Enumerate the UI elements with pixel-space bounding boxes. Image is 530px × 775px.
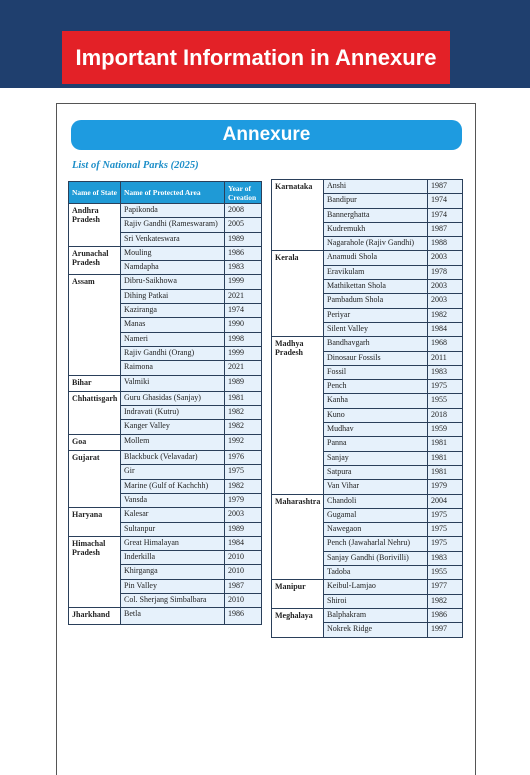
park-name-cell: Col. Sherjang Simbalbara <box>121 594 225 608</box>
table-row <box>69 375 262 391</box>
year-cell: 1975 <box>225 465 262 479</box>
year-cell: 2011 <box>428 351 463 365</box>
state-cell: Gujarat <box>69 451 121 508</box>
year-cell: 2010 <box>225 551 262 565</box>
year-cell: 1999 <box>225 346 262 360</box>
park-name-cell: Bandipur <box>324 194 428 208</box>
park-name-cell: Sultanpur <box>121 522 225 536</box>
page-title: Important Information in Annexure <box>62 31 450 84</box>
park-name-cell: Tadoba <box>324 566 428 580</box>
year-cell: 1982 <box>225 420 262 434</box>
park-name-cell: Indravati (Kutru) <box>121 406 225 420</box>
park-name-cell: Mathikettan Shola <box>324 280 428 294</box>
table-row <box>272 337 463 351</box>
year-cell: 1975 <box>428 380 463 394</box>
table-row <box>69 275 262 289</box>
year-cell: 1975 <box>428 537 463 551</box>
year-cell: 1981 <box>428 437 463 451</box>
year-cell: 1983 <box>225 261 262 275</box>
state-cell: Himachal Pradesh <box>69 536 121 607</box>
table-row <box>272 180 463 194</box>
table-row <box>69 434 262 450</box>
park-name-cell: Bannerghatta <box>324 208 428 222</box>
year-cell: 2018 <box>428 408 463 422</box>
park-name-cell: Pench <box>324 380 428 394</box>
year-cell: 2003 <box>428 294 463 308</box>
year-cell: 1984 <box>225 536 262 550</box>
year-cell: 2004 <box>428 494 463 508</box>
national-parks-table-right <box>271 179 463 638</box>
year-cell: 2003 <box>225 508 262 522</box>
year-cell: 2003 <box>428 280 463 294</box>
year-cell: 2005 <box>225 218 262 232</box>
park-name-cell: Nagarahole (Rajiv Gandhi) <box>324 237 428 251</box>
table-header-row <box>69 182 262 204</box>
table-row <box>272 580 463 594</box>
year-cell: 1986 <box>225 246 262 260</box>
header-area: Name of Protected Area <box>121 182 225 204</box>
table-row <box>69 451 262 465</box>
park-name-cell: Silent Valley <box>324 322 428 336</box>
state-cell: Arunachal Pradesh <box>69 246 121 275</box>
year-cell: 1974 <box>428 194 463 208</box>
park-name-cell: Panna <box>324 437 428 451</box>
state-cell: Goa <box>69 434 121 450</box>
year-cell: 1989 <box>225 375 262 391</box>
park-name-cell: Anamudi Shola <box>324 251 428 265</box>
park-name-cell: Kalesar <box>121 508 225 522</box>
park-name-cell: Mudhav <box>324 423 428 437</box>
year-cell: 1975 <box>428 523 463 537</box>
state-cell: Assam <box>69 275 121 375</box>
year-cell: 1990 <box>225 318 262 332</box>
year-cell: 1983 <box>428 551 463 565</box>
park-name-cell: Vansda <box>121 493 225 507</box>
state-cell: Kerala <box>272 251 324 337</box>
year-cell: 1974 <box>225 304 262 318</box>
year-cell: 1982 <box>225 406 262 420</box>
park-name-cell: Guru Ghasidas (Sanjay) <box>121 391 225 405</box>
year-cell: 2003 <box>428 251 463 265</box>
park-name-cell: Nokrek Ridge <box>324 623 428 637</box>
park-name-cell: Kuno <box>324 408 428 422</box>
section-title: Annexure <box>71 120 462 150</box>
park-name-cell: Great Himalayan <box>121 536 225 550</box>
state-cell: Haryana <box>69 508 121 537</box>
park-name-cell: Nawegaon <box>324 523 428 537</box>
year-cell: 1987 <box>428 222 463 236</box>
header-year: Year of Creation <box>225 182 262 204</box>
year-cell: 1959 <box>428 423 463 437</box>
header-state: Name of State <box>69 182 121 204</box>
state-cell: Chhattisgarh <box>69 391 121 434</box>
park-name-cell: Dinosaur Fossils <box>324 351 428 365</box>
year-cell: 1974 <box>428 208 463 222</box>
park-name-cell: Dibru-Saikhowa <box>121 275 225 289</box>
year-cell: 1955 <box>428 566 463 580</box>
park-name-cell: Sanjay Gandhi (Borivilli) <box>324 551 428 565</box>
park-name-cell: Keibul-Lamjao <box>324 580 428 594</box>
year-cell: 1998 <box>225 332 262 346</box>
park-name-cell: Papikonda <box>121 204 225 218</box>
table-row <box>69 536 262 550</box>
park-name-cell: Blackbuck (Velavadar) <box>121 451 225 465</box>
state-cell: Andhra Pradesh <box>69 204 121 247</box>
park-name-cell: Balphakram <box>324 608 428 622</box>
park-name-cell: Bandhavgarh <box>324 337 428 351</box>
year-cell: 1987 <box>225 579 262 593</box>
year-cell: 1978 <box>428 265 463 279</box>
park-name-cell: Rajiv Gandhi (Rameswaram) <box>121 218 225 232</box>
year-cell: 1981 <box>428 451 463 465</box>
park-name-cell: Fossil <box>324 365 428 379</box>
state-cell: Karnataka <box>272 180 324 251</box>
state-cell: Manipur <box>272 580 324 609</box>
park-name-cell: Manas <box>121 318 225 332</box>
park-name-cell: Shiroi <box>324 594 428 608</box>
year-cell: 1981 <box>428 465 463 479</box>
park-name-cell: Raimona <box>121 361 225 375</box>
year-cell: 1982 <box>428 308 463 322</box>
park-name-cell: Nameri <box>121 332 225 346</box>
year-cell: 1968 <box>428 337 463 351</box>
state-cell: Jharkhand <box>69 608 121 624</box>
year-cell: 1977 <box>428 580 463 594</box>
year-cell: 1987 <box>428 180 463 194</box>
year-cell: 1955 <box>428 394 463 408</box>
park-name-cell: Kudremukh <box>324 222 428 236</box>
park-name-cell: Kaziranga <box>121 304 225 318</box>
year-cell: 2008 <box>225 204 262 218</box>
park-name-cell: Sri Venkateswara <box>121 232 225 246</box>
year-cell: 1986 <box>225 608 262 624</box>
state-cell: Meghalaya <box>272 608 324 637</box>
year-cell: 2021 <box>225 361 262 375</box>
year-cell: 1992 <box>225 434 262 450</box>
park-name-cell: Marine (Gulf of Kachchh) <box>121 479 225 493</box>
park-name-cell: Mouling <box>121 246 225 260</box>
year-cell: 1979 <box>225 493 262 507</box>
park-name-cell: Betla <box>121 608 225 624</box>
table-row <box>272 494 463 508</box>
state-cell: Maharashtra <box>272 494 324 580</box>
park-name-cell: Kanger Valley <box>121 420 225 434</box>
year-cell: 1979 <box>428 480 463 494</box>
park-name-cell: Mollem <box>121 434 225 450</box>
park-name-cell: Kanha <box>324 394 428 408</box>
park-name-cell: Eravikulam <box>324 265 428 279</box>
park-name-cell: Pin Valley <box>121 579 225 593</box>
table-row <box>272 608 463 622</box>
year-cell: 1988 <box>428 237 463 251</box>
park-name-cell: Dihing Patkai <box>121 289 225 303</box>
table-row <box>69 204 262 218</box>
park-name-cell: Inderkilla <box>121 551 225 565</box>
year-cell: 1976 <box>225 451 262 465</box>
park-name-cell: Sanjay <box>324 451 428 465</box>
park-name-cell: Anshi <box>324 180 428 194</box>
year-cell: 1989 <box>225 522 262 536</box>
park-name-cell: Gugamal <box>324 508 428 522</box>
year-cell: 1981 <box>225 391 262 405</box>
year-cell: 2010 <box>225 565 262 579</box>
state-cell: Bihar <box>69 375 121 391</box>
year-cell: 1999 <box>225 275 262 289</box>
year-cell: 1983 <box>428 365 463 379</box>
table-row <box>69 608 262 624</box>
year-cell: 1989 <box>225 232 262 246</box>
park-name-cell: Gir <box>121 465 225 479</box>
table-row <box>272 251 463 265</box>
park-name-cell: Valmiki <box>121 375 225 391</box>
park-name-cell: Rajiv Gandhi (Orang) <box>121 346 225 360</box>
park-name-cell: Pambadum Shola <box>324 294 428 308</box>
park-name-cell: Periyar <box>324 308 428 322</box>
state-cell: Madhya Pradesh <box>272 337 324 494</box>
park-name-cell: Pench (Jawaharlal Nehru) <box>324 537 428 551</box>
table-row <box>69 246 262 260</box>
year-cell: 1984 <box>428 322 463 336</box>
year-cell: 1982 <box>225 479 262 493</box>
year-cell: 2021 <box>225 289 262 303</box>
year-cell: 1982 <box>428 594 463 608</box>
national-parks-table-left <box>68 181 262 625</box>
table-row <box>69 391 262 405</box>
park-name-cell: Chandoli <box>324 494 428 508</box>
year-cell: 2010 <box>225 594 262 608</box>
year-cell: 1975 <box>428 508 463 522</box>
park-name-cell: Khirganga <box>121 565 225 579</box>
park-name-cell: Satpura <box>324 465 428 479</box>
section-subtitle: List of National Parks (2025) <box>72 160 199 171</box>
park-name-cell: Namdapha <box>121 261 225 275</box>
park-name-cell: Van Vihar <box>324 480 428 494</box>
year-cell: 1997 <box>428 623 463 637</box>
table-row <box>69 508 262 522</box>
year-cell: 1986 <box>428 608 463 622</box>
